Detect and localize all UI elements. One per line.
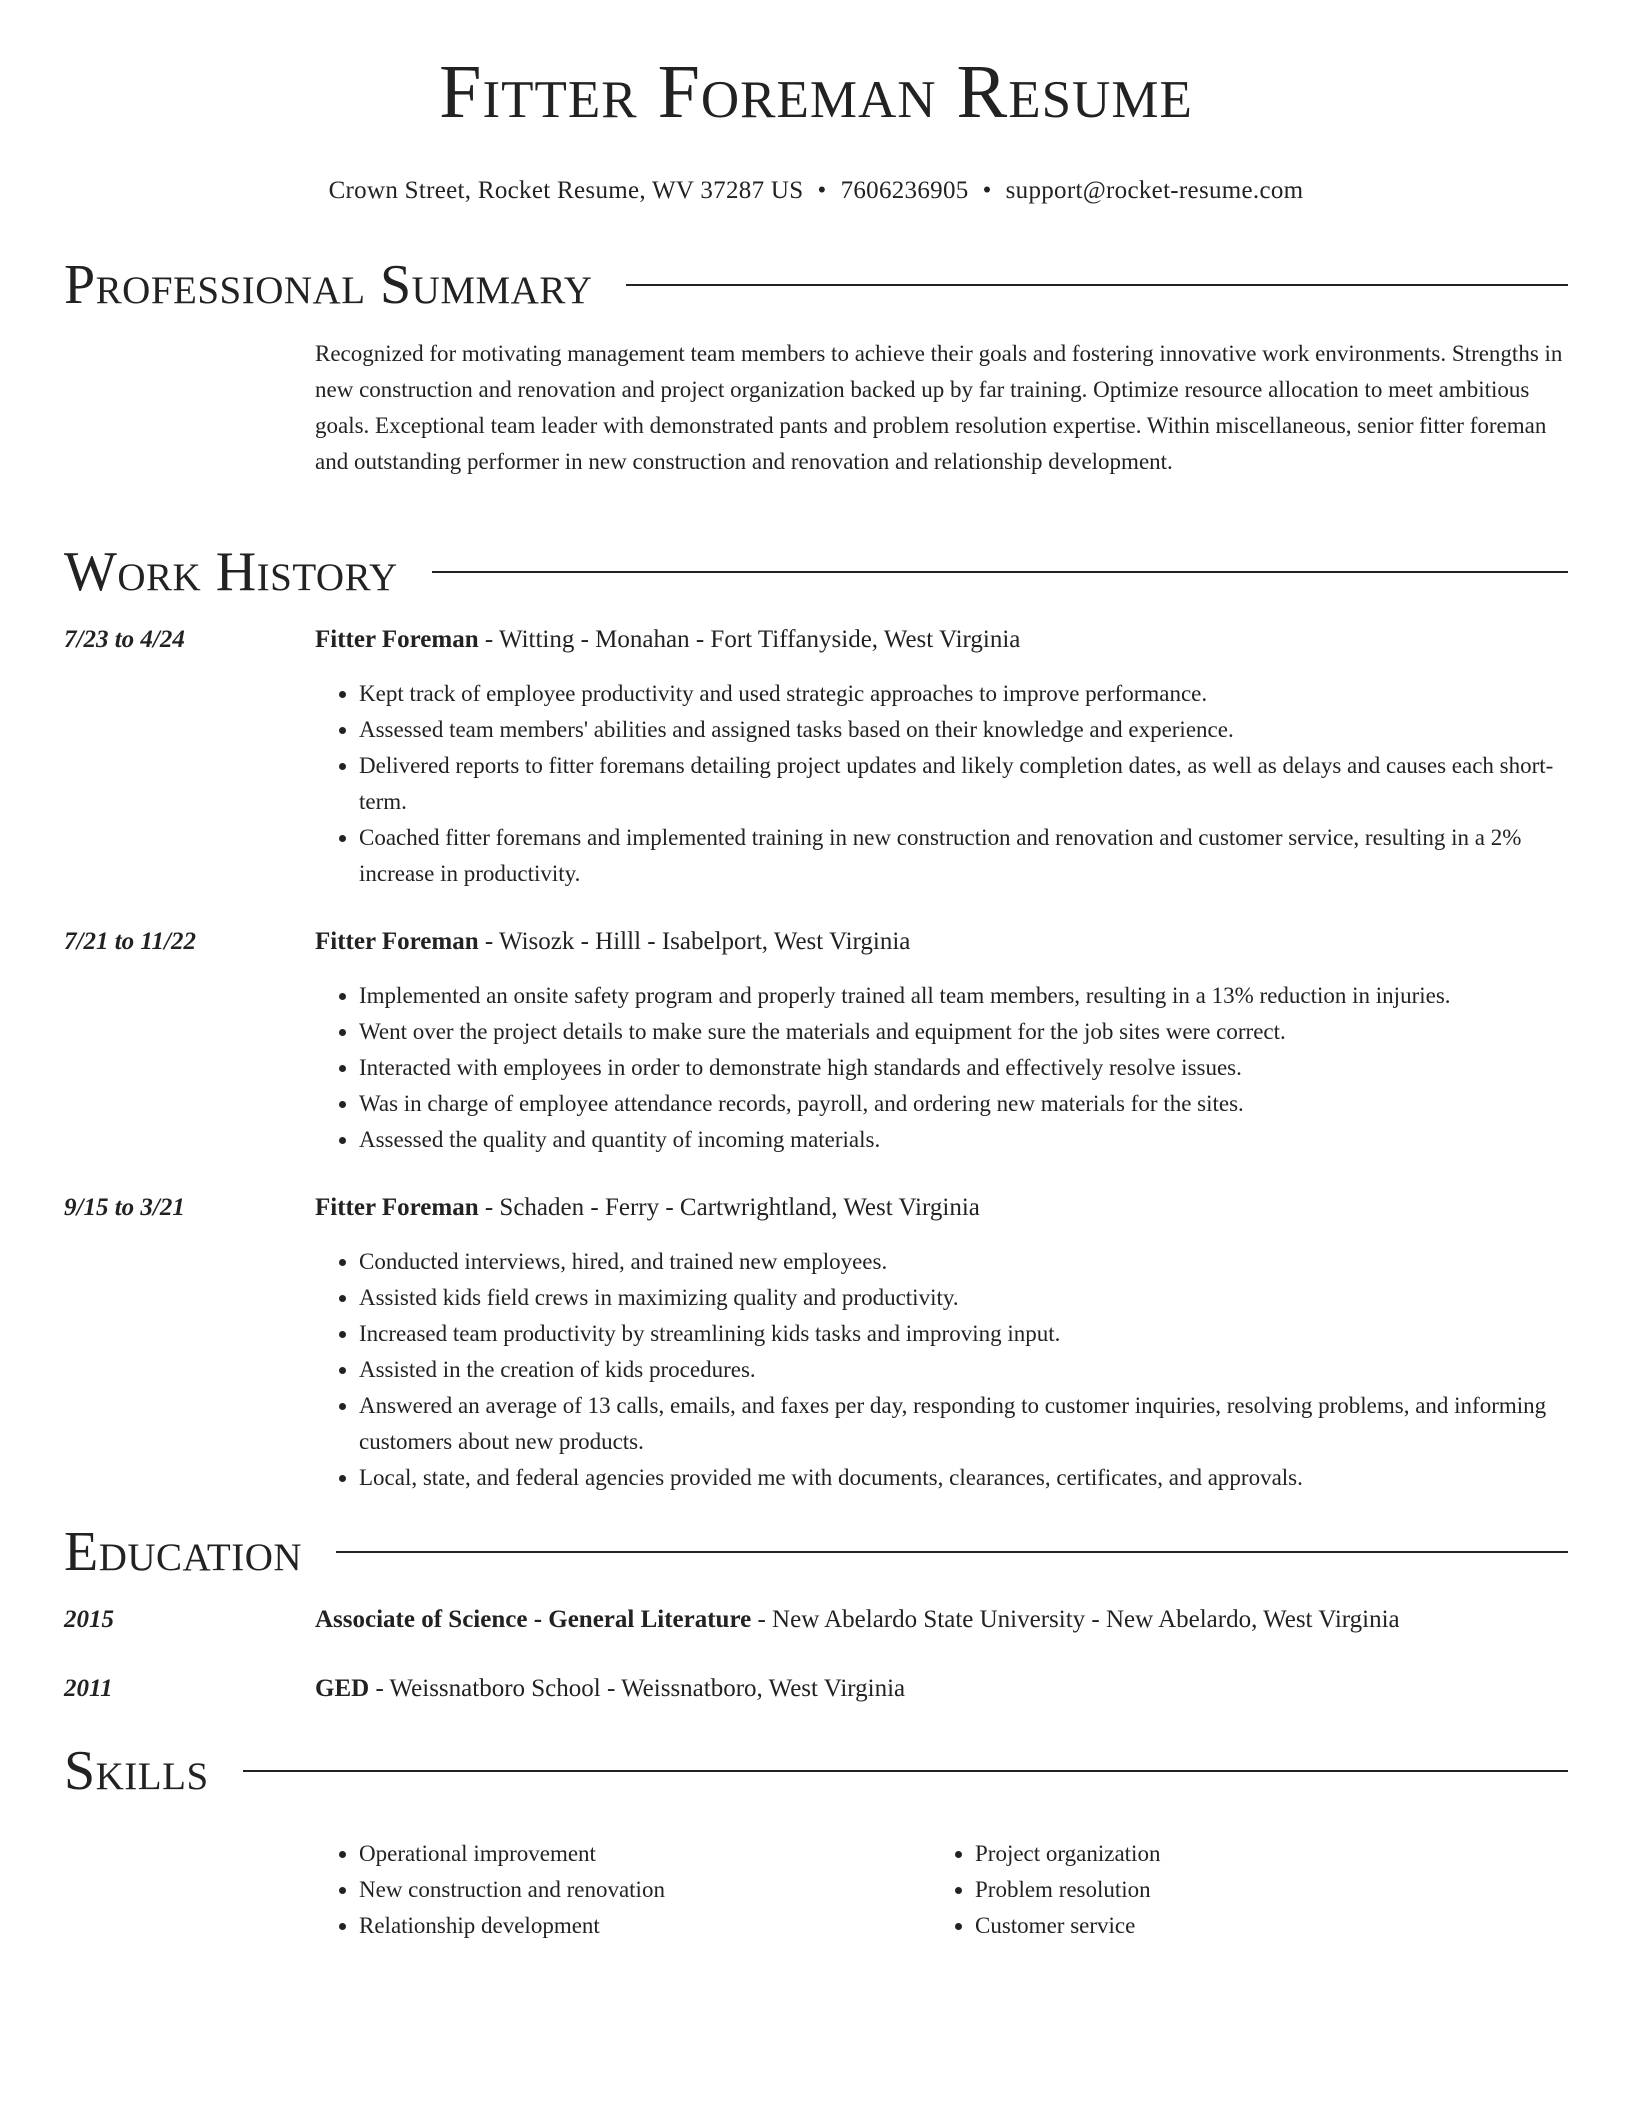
job-bullets [315,1244,1568,1496]
job-title: Fitter Foreman [315,1194,479,1221]
resume-title: Fitter Foreman Resume [439,50,1193,134]
job-header [315,622,1568,658]
contact-separator: • [982,177,992,204]
job-header [315,924,1568,960]
contact-phone: 7606236905 [840,177,969,204]
job-employer: - Schaden - Ferry - Cartwrightland, West Virginia [478,1194,980,1221]
skill-item: • Customer service [975,1908,1547,1944]
skill-item: • Project organization [975,1836,1547,1872]
job-dates: 9/15 to 3/21 [64,1194,185,1221]
job-bullets [315,676,1568,892]
list-item: • Was in charge of employee attendance records, payroll, and ordering new materials for the sites. [359,1086,1568,1122]
section-title-skills: Skills [64,1740,209,1802]
list-item: • Assessed team members' abilities and assigned tasks based on their knowledge and experience. [359,712,1568,748]
education-year: 2011 [64,1675,113,1702]
summary-text: Recognized for motivating management team members to achieve their goals and fostering innovative work environments. Strengths in new construction and renovation and project organization backed up by far training. Optimize resource allocation to meet ambitious goals. Exceptional team leader with demonstrated pants and problem resolution expertise. Within miscellaneous, senior fitter foreman and outstanding performer in new construction and renovation and relationship development. [315,341,1563,474]
job-header [315,1190,1568,1226]
job-dates: 7/21 to 11/22 [64,928,196,955]
section-header-summary [64,252,1568,318]
list-item: • Delivered reports to fitter foremans detailing project updates and likely completion dates, as well as delays and causes each short-term. [359,748,1568,820]
list-item: • Implemented an onsite safety program and properly trained all team members, resulting in a 13% reduction in injuries. [359,978,1568,1014]
job-dates: 7/23 to 4/24 [64,626,185,653]
skill-item: • Relationship development [359,1908,931,1944]
list-item: • Assessed the quality and quantity of incoming materials. [359,1122,1568,1158]
section-divider [336,1551,1568,1553]
job-bullets [315,978,1568,1158]
education-school: - Weissnatboro School - Weissnatboro, West Virginia [369,1675,906,1702]
education-degree: Associate of Science - General Literature [315,1606,752,1633]
job-title: Fitter Foreman [315,928,479,955]
education-degree: GED [315,1675,370,1702]
skill-item: • Operational improvement [359,1836,931,1872]
list-item: • Went over the project details to make sure the materials and equipment for the job sites were correct. [359,1014,1568,1050]
list-item: • Answered an average of 13 calls, emails, and faxes per day, responding to customer inquiries, resolving problems, and informing customers about new products. [359,1388,1568,1460]
section-title-work-history: Work History [64,541,398,603]
list-item: • Increased team productivity by streamlining kids tasks and improving input. [359,1316,1568,1352]
education-header [315,1671,1568,1707]
section-header-education [64,1519,1568,1585]
contact-email: support@rocket-resume.com [1005,177,1304,204]
section-header-skills [64,1738,1568,1804]
skill-item: • New construction and renovation [359,1872,931,1908]
section-header-work-history [64,539,1568,605]
list-item: • Conducted interviews, hired, and trained new employees. [359,1244,1568,1280]
list-item: • Coached fitter foremans and implemented training in new construction and renovation and customer service, resulting in a 2% increase in productivity. [359,820,1568,892]
section-divider [626,284,1568,286]
skills-list [315,1836,1568,1944]
skills-column-left [315,1836,931,1944]
job-employer: - Witting - Monahan - Fort Tiffanyside, West Virginia [478,626,1021,653]
list-item: • Interacted with employees in order to demonstrate high standards and effectively resolve issues. [359,1050,1568,1086]
contact-address: Crown Street, Rocket Resume, WV 37287 US [328,177,804,204]
list-item: • Assisted kids field crews in maximizing quality and productivity. [359,1280,1568,1316]
section-divider [432,571,1568,573]
section-title-summary: Professional Summary [64,254,593,316]
list-item: • Local, state, and federal agencies provided me with documents, clearances, certificates, and approvals. [359,1460,1568,1496]
section-divider [243,1770,1568,1772]
education-year: 2015 [64,1606,114,1633]
job-title: Fitter Foreman [315,626,479,653]
list-item: • Assisted in the creation of kids procedures. [359,1352,1568,1388]
job-employer: - Wisozk - Hilll - Isabelport, West Virginia [478,928,911,955]
contact-separator: • [817,177,827,204]
skills-column-right [931,1836,1547,1944]
education-school: - New Abelardo State University - New Abelardo, West Virginia [751,1606,1400,1633]
contact-line [64,176,1568,206]
section-title-education: Education [64,1521,303,1583]
skill-item: • Problem resolution [975,1872,1547,1908]
education-header [315,1602,1568,1638]
list-item: • Kept track of employee productivity and used strategic approaches to improve performance. [359,676,1568,712]
